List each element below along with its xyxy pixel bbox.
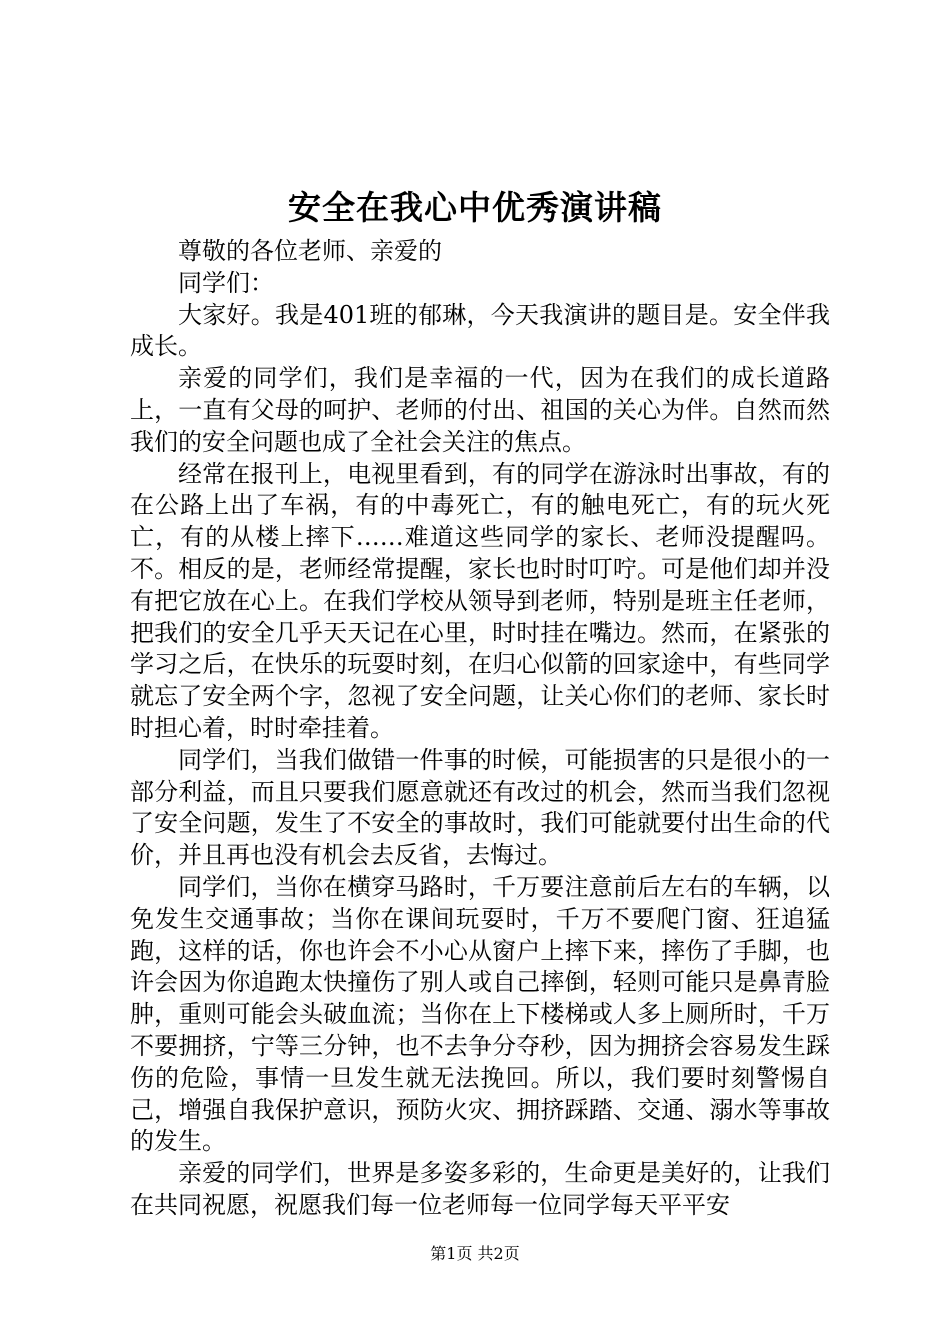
paragraph-greeting: 尊敬的各位老师、亲爱的 xyxy=(178,237,442,265)
page-total: 共2页 xyxy=(477,1244,520,1263)
paragraph-cost: 同学们，当我们做错一件事的时候，可能损害的只是很小的一部分利益，而且只要我们愿意就还有改过的机会，然而当我们忽视了安全问题，发生了不安全的事故时，我们可能就要付出生命的代价，并且再也没有机会去反省，去悔过。 xyxy=(130,745,830,870)
page-number: 第1页 xyxy=(430,1244,473,1263)
document-title: 安全在我心中优秀演讲稿 xyxy=(288,188,662,227)
paragraph-closing: 亲爱的同学们，世界是多姿多彩的，生命更是美好的，让我们在共同祝愿，祝愿我们每一位老师每一位同学每天平平安 xyxy=(130,1159,830,1219)
paragraph-accidents: 经常在报刊上，电视里看到，有的同学在游泳时出事故，有的在公路上出了车祸，有的中毒死亡，有的触电死亡，有的玩火死亡，有的从楼上摔下……难道这些同学的家长、老师没提醒吗。不。相反的是，老师经常提醒，家长也时时叮咛。可是他们却并没有把它放在心上。在我们学校从领导到老师，特别是班主任老师，把我们的安全几乎天天记在心里，时时挂在嘴边。然而，在紧张的学习之后，在快乐的玩耍时刻，在归心似箭的回家途中，有些同学就忘了安全两个字，忽视了安全问题，让关心你们的老师、家长时时担心着，时时牵挂着。 xyxy=(130,459,830,742)
paragraph-advice: 同学们，当你在横穿马路时，千万要注意前后左右的车辆，以免发生交通事故；当你在课间玩耍时，千万不要爬门窗、狂追猛跑，这样的话，你也许会不小心从窗户上摔下来，摔伤了手脚，也许会因为你追跑太快撞伤了别人或自己摔倒，轻则可能只是鼻青脸肿，重则可能会头破血流；当你在上下楼梯或人多上厕所时，千万不要拥挤，宁等三分钟，也不去争分夺秒，因为拥挤会容易发生踩伤的危险，事情一旦发生就无法挽回。所以，我们要时刻警惕自己，增强自我保护意识，预防火灾、拥挤踩踏、交通、溺水等事故的发生。 xyxy=(130,872,830,1156)
document-body xyxy=(130,236,830,1222)
paragraph-generation: 亲爱的同学们，我们是幸福的一代，因为在我们的成长道路上，一直有父母的呵护、老师的付出、祖国的关心为伴。自然而然我们的安全问题也成了全社会关注的焦点。 xyxy=(130,364,830,456)
paragraph-greeting-cont: 同学们： xyxy=(178,268,274,297)
page-footer xyxy=(0,1243,950,1265)
paragraph-intro: 大家好。我是401班的郁琳，今天我演讲的题目是。安全伴我成长。 xyxy=(130,300,830,361)
